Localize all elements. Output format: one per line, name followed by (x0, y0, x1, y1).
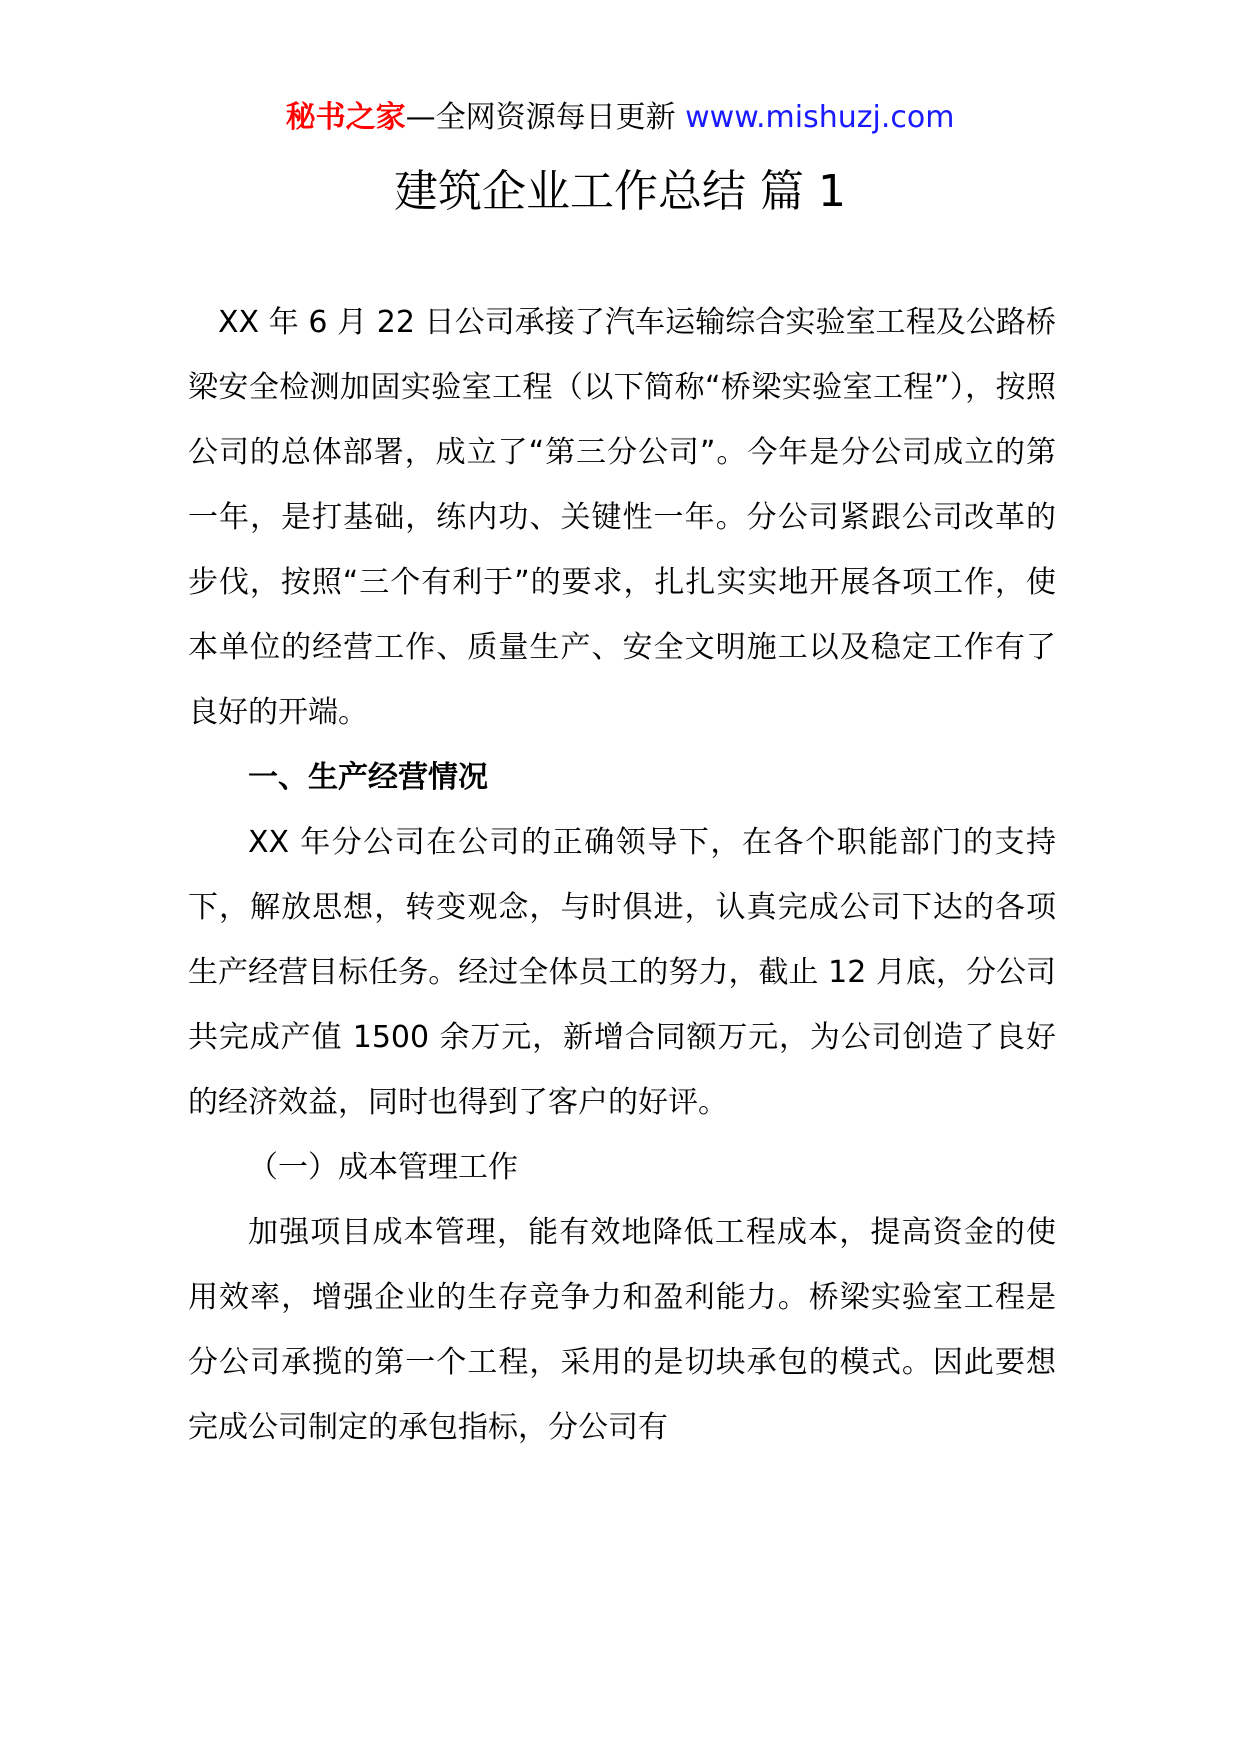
subsection-heading-cost: （一）成本管理工作 (248, 1150, 518, 1185)
document-body (188, 290, 1056, 1460)
header-tagline: —全网资源每日更新 (405, 100, 676, 135)
document-title: 建筑企业工作总结 篇 1 (394, 166, 846, 217)
paragraph-intro: XX 年 6 月 22 日公司承接了汽车运输综合实验室工程及公路桥梁安全检测加固实验室工程（以下简称“桥梁实验室工程”），按照公司的总体部署，成立了“第三分公司”。今年是分公司成立的第一年，是打基础，练内功、关键性一年。分公司紧跟公司改革的步伐，按照“三个有利于”的要求，扎扎实实地开展各项工作，使本单位的经营工作、质量生产、安全文明施工以及稳定工作有了良好的开端。 (188, 305, 1056, 730)
site-url-link[interactable]: www.mishuzj.com (685, 100, 955, 135)
section-heading-production: 一、生产经营情况 (248, 760, 488, 795)
paragraph-production: XX 年分公司在公司的正确领导下，在各个职能部门的支持下，解放思想，转变观念，与时俱进，认真完成公司下达的各项生产经营目标任务。经过全体员工的努力，截止 12 月底，分公司共完成产值 1500 余万元，新增合同额万元，为公司创造了良好的经济效益，同时也得到了客户的好评。 (188, 825, 1056, 1120)
brand-name: 秘书之家 (285, 100, 406, 135)
paragraph-cost: 加强项目成本管理，能有效地降低工程成本，提高资金的使用效率，增强企业的生存竞争力和盈利能力。桥梁实验室工程是分公司承揽的第一个工程，采用的是切块承包的模式。因此要想完成公司制定的承包指标，分公司有 (188, 1215, 1056, 1445)
site-header (0, 98, 1240, 138)
